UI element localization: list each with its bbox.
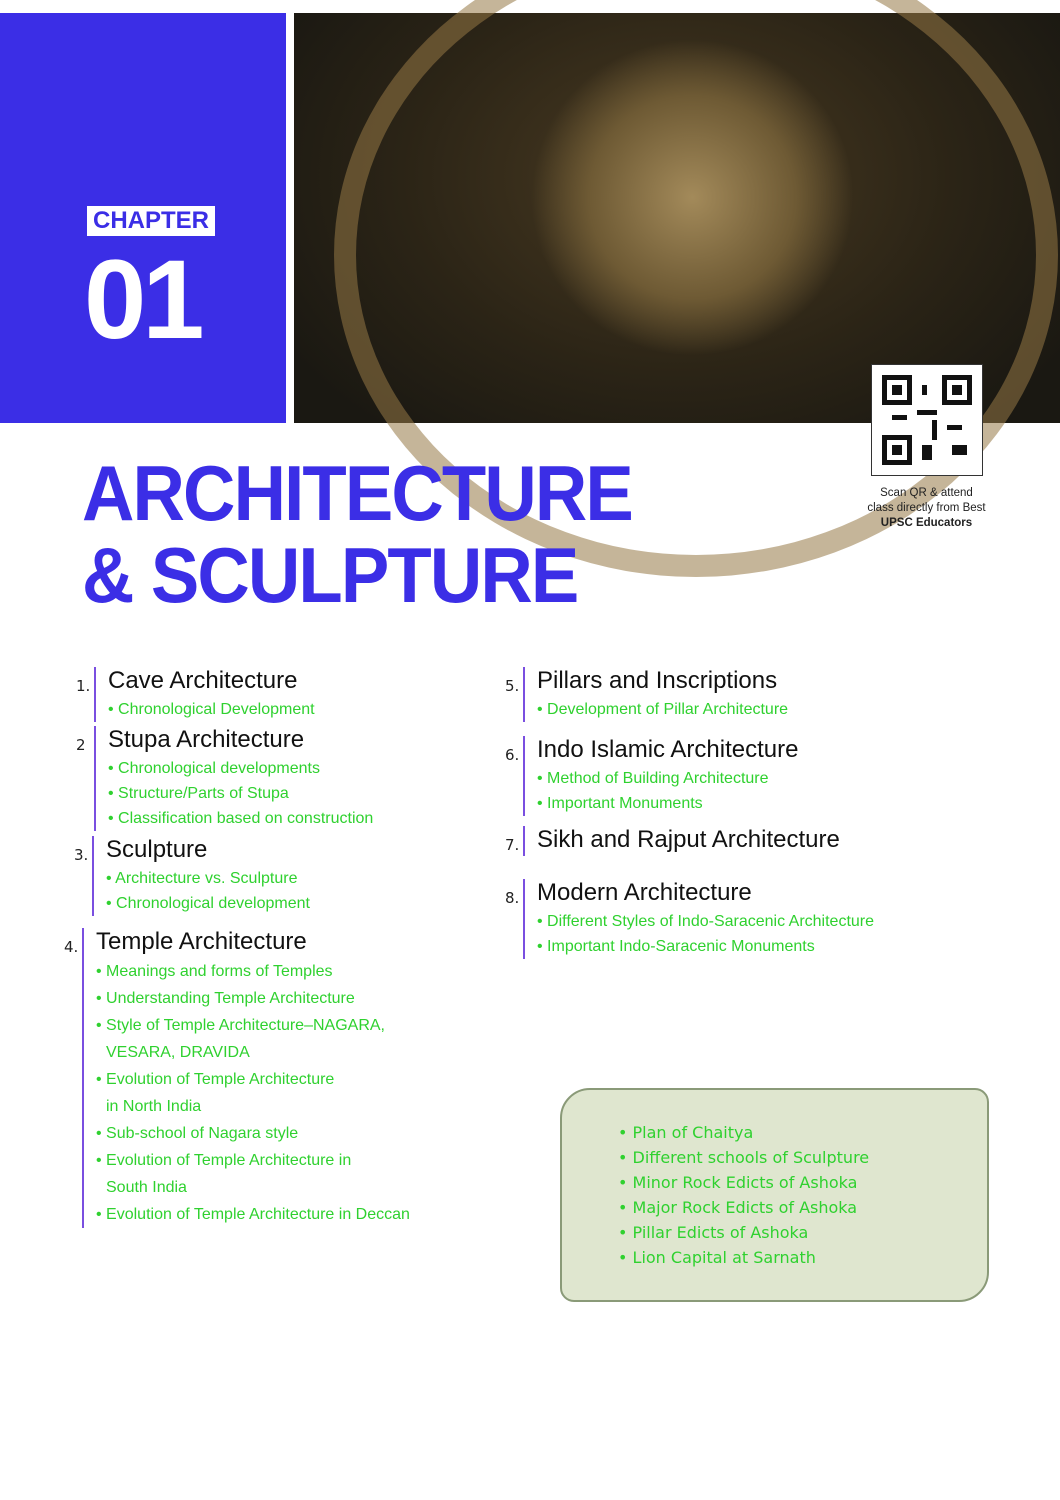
section-subitem: • Understanding Temple Architecture [96,990,355,1007]
qr-caption-bold: UPSC Educators [880,517,973,529]
scroll-item: • Plan of Chaitya [618,1123,754,1142]
chapter-title [82,449,632,619]
section-number: 6. [505,746,520,764]
section-subitem: • Important Indo-Saracenic Monuments [537,938,815,955]
scroll-item: • Different schools of Sculpture [618,1148,870,1167]
section-heading: Cave Architecture [108,667,298,694]
section-subitem: • Different Styles of Indo-Saracenic Architecture [537,913,875,930]
section-subitem: • Evolution of Temple Architecture [96,1071,335,1088]
section-subitem: • Method of Building Architecture [537,770,769,787]
section-subitem: • Chronological Development [108,701,315,718]
qr-caption-line: Scan QR & attend [880,487,973,499]
section-number: 1. [76,677,91,695]
section-number: 3. [74,846,89,864]
section-1 [94,667,315,722]
chapter-number: 01 [84,237,201,362]
chapter-banner [0,13,286,423]
section-3 [92,836,310,916]
section-heading: Pillars and Inscriptions [537,667,778,694]
section-heading: Sculpture [106,836,208,863]
qr-caption [850,486,1003,531]
section-subitem: • Chronological developments [108,760,320,777]
section-heading: Sikh and Rajput Architecture [537,826,840,853]
section-6 [523,736,798,816]
section-subitem: • Evolution of Temple Architecture in [96,1152,352,1169]
section-number: 2 [76,736,86,754]
section-subitem: • Evolution of Temple Architecture in Deccan [96,1206,410,1223]
title-line: ARCHITECTURE [82,449,632,537]
section-heading: Indo Islamic Architecture [537,736,799,763]
section-subitem: • Chronological development [106,895,310,912]
scroll-item: • Major Rock Edicts of Ashoka [618,1198,858,1217]
section-subitem: • Sub-school of Nagara style [96,1125,299,1142]
section-5 [523,667,788,722]
nataraja-photo [294,13,1060,423]
scroll-box [560,1088,989,1302]
qr-code-icon [882,375,972,465]
section-subitem: in North India [106,1098,202,1115]
section-subitem: • Style of Temple Architecture–NAGARA, [96,1017,385,1034]
section-heading: Temple Architecture [96,928,307,955]
section-heading: Modern Architecture [537,879,752,906]
section-subitem: • Development of Pillar Architecture [537,701,789,718]
section-number: 5. [505,677,520,695]
title-line: & SCULPTURE [82,531,578,619]
section-2 [94,726,373,831]
section-4 [82,928,410,1228]
section-number: 7. [505,836,520,854]
section-8 [523,879,874,959]
section-subitem: • Classification based on construction [108,810,374,827]
section-number: 8. [505,889,520,907]
scroll-item: • Minor Rock Edicts of Ashoka [618,1173,858,1192]
section-subitem: VESARA, DRAVIDA [106,1044,250,1061]
section-heading: Stupa Architecture [108,726,305,753]
section-subitem: South India [106,1179,187,1196]
scroll-item: • Pillar Edicts of Ashoka [618,1223,809,1242]
section-subitem: • Meanings and forms of Temples [96,963,333,980]
section-subitem: • Structure/Parts of Stupa [108,785,289,802]
section-subitem: • Important Monuments [537,795,703,812]
scroll-item: • Lion Capital at Sarnath [618,1248,816,1267]
chapter-label: CHAPTER [87,206,215,236]
section-7 [523,826,840,856]
section-subitem: • Architecture vs. Sculpture [106,870,298,887]
section-number: 4. [64,938,79,956]
qr-caption-line: class directly from Best [867,502,986,514]
qr-code[interactable] [871,364,983,476]
